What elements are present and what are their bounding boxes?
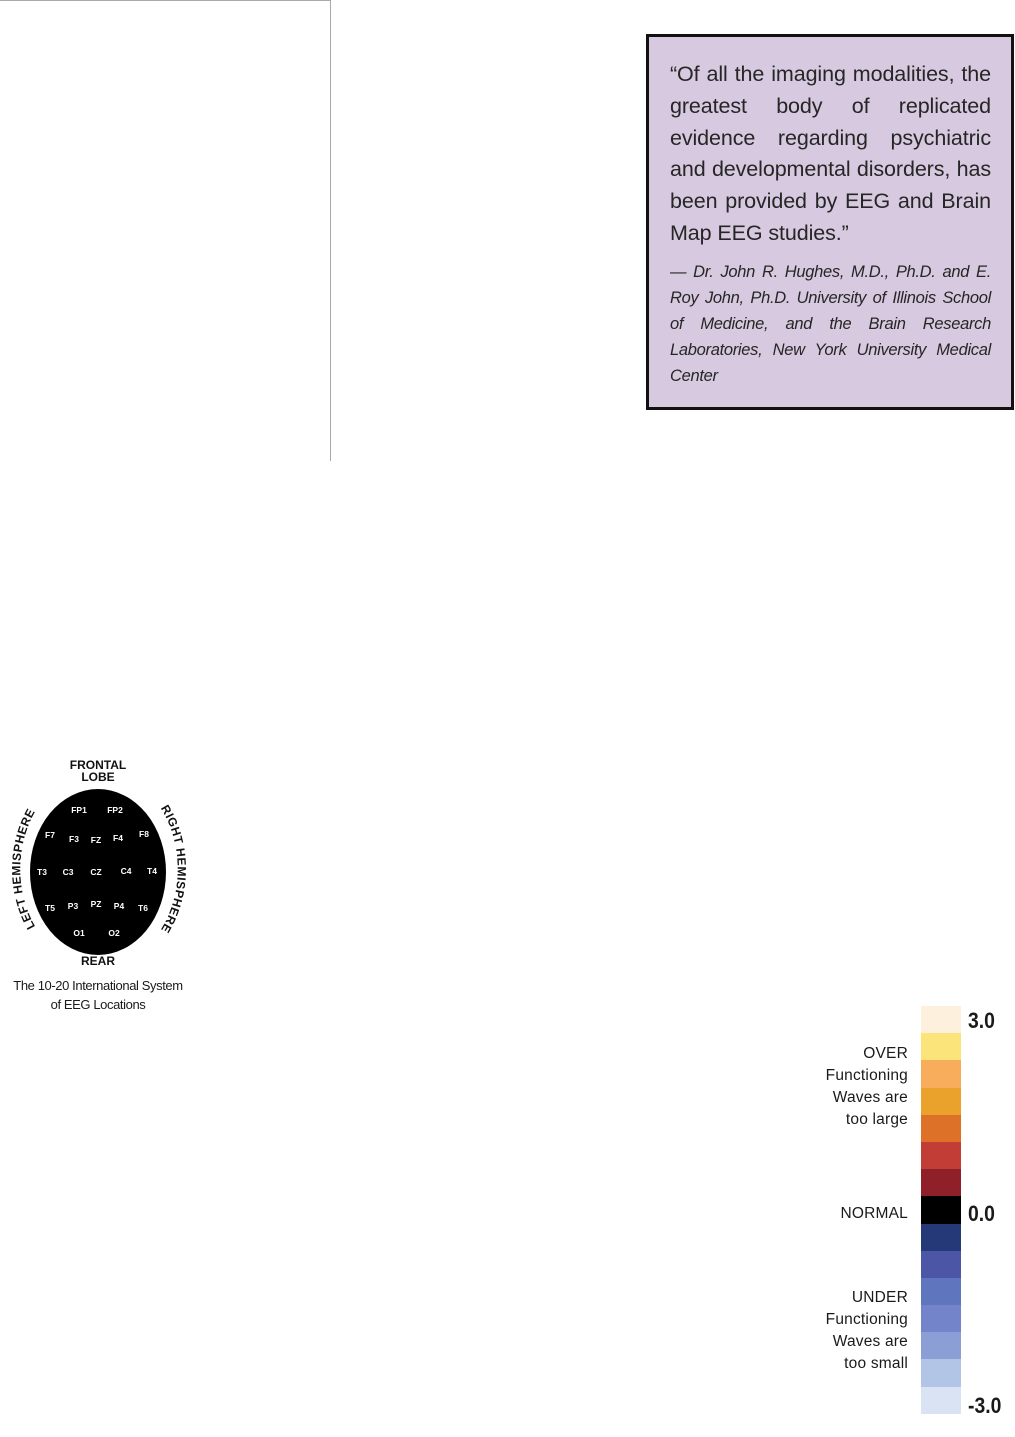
electrode-label: C3 (62, 867, 74, 877)
color-band (921, 1088, 961, 1115)
right-hemisphere-label: RIGHT HEMISPHERE (158, 802, 189, 936)
normal-label: NORMAL (840, 1205, 908, 1222)
electrode-label: F7 (45, 830, 55, 840)
color-band (921, 1196, 961, 1223)
electrode-label: T3 (37, 867, 47, 877)
color-band (921, 1224, 961, 1251)
quote-box (646, 34, 1014, 410)
eeg-head-diagram (0, 752, 200, 977)
color-band (921, 1169, 961, 1196)
electrode-label: P4 (113, 901, 125, 911)
color-band (921, 1278, 961, 1305)
color-band (921, 1033, 961, 1060)
electrode-label: FP2 (107, 805, 123, 815)
electrode-label: FP1 (71, 805, 87, 815)
eeg-caption (0, 976, 196, 1014)
electrode-label: P3 (67, 901, 79, 911)
legend-line: too large (845, 1111, 908, 1128)
scale-max-label: 3.0 (968, 1008, 995, 1033)
scale-mid-label: 0.0 (968, 1201, 995, 1226)
electrode-label: T4 (147, 866, 157, 876)
electrode-label: O2 (108, 928, 120, 938)
legend-line: Functioning (825, 1311, 908, 1328)
color-band (921, 1142, 961, 1169)
quote-attribution: — Dr. John R. Hughes, M.D., Ph.D. and E. Roy John, Ph.D. University of Illinois School of Medicine, and the Brain Research Laboratories, New York University Medical Center (670, 262, 991, 385)
quote-text: “Of all the imaging modalities, the greatest body of replicated evidence regarding psychiatric and developmental disorders, has been provided by EEG and Brain Map EEG studies.” (670, 62, 991, 245)
legend-line: UNDER (851, 1289, 908, 1306)
electrode-label: O1 (73, 928, 85, 938)
electrode-label: F3 (69, 834, 79, 844)
color-scale-legend (800, 1000, 1015, 1430)
eeg-caption-line: of EEG Locations (50, 997, 146, 1012)
legend-line: Waves are (832, 1089, 908, 1106)
electrode-label: T6 (138, 903, 148, 913)
under-functioning-label (826, 1287, 908, 1375)
color-band (921, 1305, 961, 1332)
electrode-label: CZ (90, 867, 102, 877)
electrode-label: FZ (90, 835, 102, 845)
rear-label: REAR (80, 954, 116, 968)
lobe-label: LOBE (81, 770, 115, 784)
color-band (921, 1387, 961, 1414)
frontal-label: FRONTAL (69, 758, 127, 772)
electrode-label: F4 (113, 833, 123, 843)
legend-line: too small (844, 1355, 908, 1372)
over-functioning-label (826, 1043, 908, 1131)
color-band (921, 1359, 961, 1386)
electrode-label: T5 (45, 903, 55, 913)
electrode-label: PZ (90, 899, 102, 909)
legend-line: Waves are (832, 1333, 908, 1350)
blank-panel (0, 0, 331, 461)
eeg-caption-line: The 10-20 International System (13, 978, 183, 993)
scale-min-label: -3.0 (968, 1393, 1002, 1418)
color-band (921, 1115, 961, 1142)
legend-line: OVER (863, 1045, 908, 1062)
left-hemisphere-label: LEFT HEMISPHERE (9, 806, 38, 932)
color-scale-bar (921, 1006, 961, 1414)
color-band (921, 1251, 961, 1278)
legend-line: Functioning (825, 1067, 908, 1084)
color-band (921, 1060, 961, 1087)
electrode-label: F8 (139, 829, 149, 839)
electrode-label: C4 (120, 866, 132, 876)
color-band (921, 1332, 961, 1359)
color-band (921, 1006, 961, 1033)
